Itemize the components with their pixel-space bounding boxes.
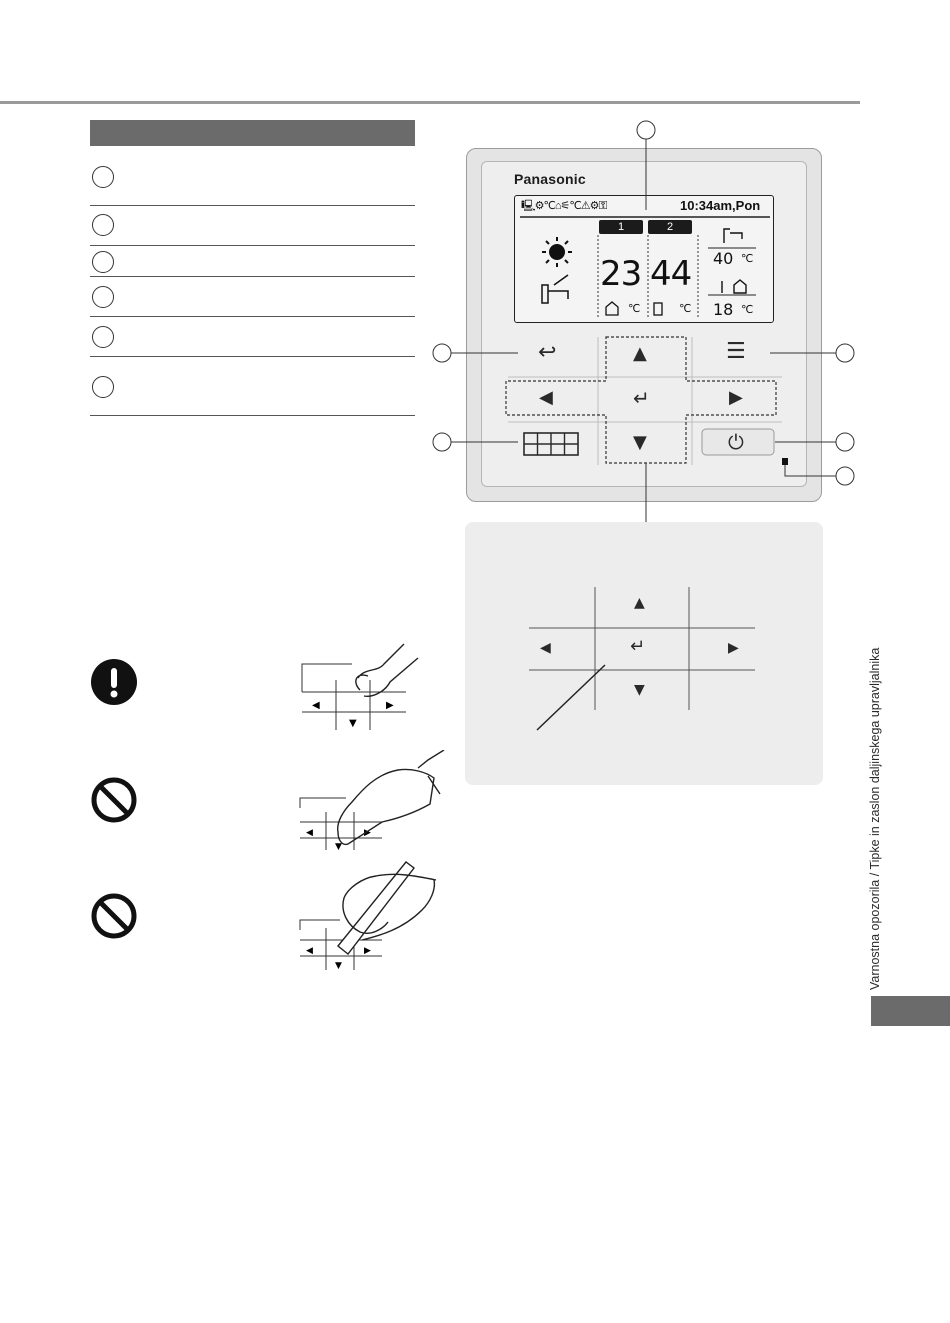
table-row-divider [90, 245, 415, 246]
zone-2-temperature: 44 [650, 254, 692, 294]
svg-text:▶: ▶ [364, 946, 371, 956]
callout-circle-top [637, 121, 655, 139]
table-row-divider [90, 205, 415, 206]
svg-text:▼: ▼ [335, 961, 342, 971]
back-arrow-icon[interactable]: ↩ [538, 340, 557, 365]
lcd-status-icons: 🖳⚙℃⌂⚟℃⚠⚙⚿ [521, 200, 607, 212]
svg-text:◀: ◀ [312, 700, 320, 711]
table-row-divider [90, 276, 415, 277]
svg-text:▶: ▶ [386, 700, 394, 711]
lcd-time-day: 10:34am,Pon [680, 198, 761, 213]
fingernail-press-illustration [298, 750, 468, 850]
table-row-divider [90, 316, 415, 317]
finger-press-illustration [298, 640, 428, 735]
zone-2-tag: 2 [648, 220, 692, 234]
svg-text:▼: ▼ [349, 718, 357, 729]
power-icon[interactable]: ⏻ [728, 430, 744, 454]
zone-2-unit: ℃ [679, 302, 692, 315]
legend-number-circle [92, 286, 114, 308]
legend-number-circle [92, 376, 114, 398]
zone-1-temperature: 23 [600, 254, 642, 294]
callout-circle-menu [836, 344, 854, 362]
section-tab [871, 996, 950, 1026]
detail-up-arrow-icon: ▲ [634, 595, 645, 611]
callout-circle-back [433, 344, 451, 362]
table-row-divider [90, 415, 415, 416]
legend-number-circle [92, 214, 114, 236]
svg-text:◀: ◀ [306, 828, 313, 838]
detail-down-arrow-icon: ▼ [634, 682, 645, 698]
tank-temperature: 40 [713, 249, 734, 268]
top-divider [0, 101, 860, 104]
pen-press-illustration [298, 858, 448, 973]
menu-list-icon[interactable]: ☰ [726, 339, 746, 364]
detail-right-arrow-icon: ▶ [728, 640, 739, 656]
down-arrow-icon[interactable]: ▼ [633, 432, 647, 453]
detail-enter-icon: ↵ [630, 636, 646, 657]
left-arrow-icon[interactable]: ◀ [539, 387, 553, 408]
legend-number-circle [92, 166, 114, 188]
quick-menu-grid-icon[interactable] [523, 432, 579, 456]
detail-left-arrow-icon: ◀ [540, 640, 551, 656]
svg-text:▶: ▶ [364, 828, 371, 838]
svg-text:▼: ▼ [335, 842, 342, 850]
svg-text:◀: ◀ [306, 946, 313, 956]
prohibited-icon [90, 776, 138, 824]
enter-icon[interactable]: ↵ [633, 386, 650, 410]
zone-1-tag: 1 [599, 220, 643, 234]
remote-keypad [430, 115, 860, 525]
operation-led [782, 458, 788, 465]
legend-number-circle [92, 251, 114, 273]
prohibited-icon [90, 892, 138, 940]
outdoor-unit: ℃ [741, 303, 754, 316]
tank-unit: ℃ [741, 252, 754, 265]
legend-number-circle [92, 326, 114, 348]
section-side-title: Varnostna opozorila / Tipke in zaslon daljinskega upravljalnika [868, 647, 882, 990]
callout-circle-power [836, 433, 854, 451]
callout-circle-quick-menu [433, 433, 451, 451]
legend-table-header [90, 120, 415, 146]
outdoor-temperature: 18 [713, 300, 734, 319]
table-row-divider [90, 356, 415, 357]
right-arrow-icon[interactable]: ▶ [729, 387, 743, 408]
up-arrow-icon[interactable]: ▲ [633, 343, 647, 364]
brand-logo: Panasonic [514, 171, 586, 187]
mandatory-exclamation-icon [90, 658, 138, 706]
callout-circle-led [836, 467, 854, 485]
zone-1-unit: ℃ [628, 302, 641, 315]
